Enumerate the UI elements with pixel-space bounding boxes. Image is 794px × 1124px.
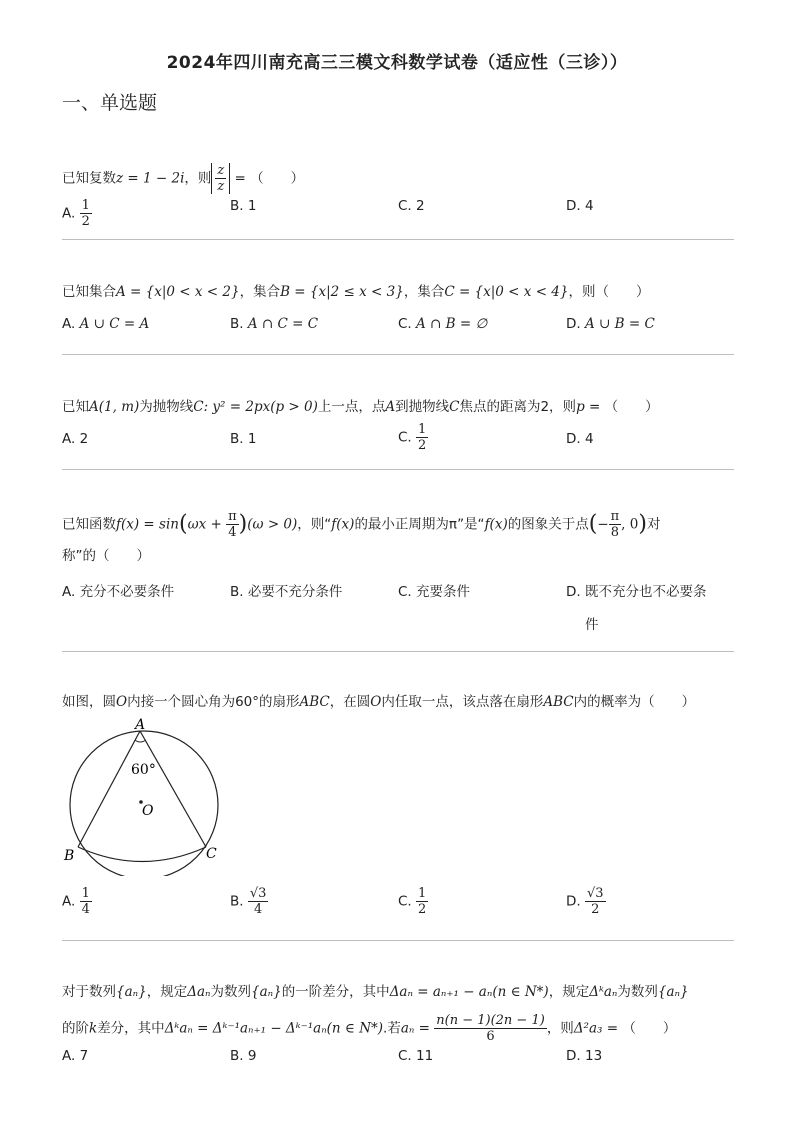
divider <box>62 239 734 240</box>
q1-text: 已知复数 <box>62 170 116 187</box>
question-5: 如图，圆O内接一个圆心角为60°的扇形ABC，在圆O内任取一点，该点落在扇形ABC内的概率为（ ） <box>62 694 696 710</box>
divider <box>62 940 734 941</box>
q6-option-d[interactable]: D. 13 <box>566 1048 603 1064</box>
q1-option-b[interactable]: B. 1 <box>230 198 257 214</box>
q1-abs: $\frac{z}{z}$ <box>211 163 230 194</box>
label-a: A <box>135 717 146 733</box>
q2-option-a[interactable]: A. A ∪ C = A <box>62 316 150 332</box>
question-2: 已知集合A = {x|0 < x < 2}，集合B = {x|2 ≤ x < 3}，集合C = {x|0 < x < 4}，则（ ） <box>62 284 650 300</box>
question-6-line2: 的阶k差分，其中Δᵏaₙ = Δᵏ⁻¹aₙ₊₁ − Δᵏ⁻¹aₙ(n ∈ N*).若aₙ = $\frac{n(n - 1)(2n - 1)}{6}$ ，则Δ²a₃ = （ ） <box>62 1013 677 1044</box>
circle-sector-figure <box>60 714 240 876</box>
q4-option-a[interactable]: A. 充分不必要条件 <box>62 584 175 600</box>
q5-option-c[interactable]: C. $\frac{1}{2}$ <box>398 886 427 917</box>
label-c: C <box>206 846 217 862</box>
label-angle: 60° <box>131 762 156 778</box>
angle-mark <box>135 740 146 742</box>
q1-expr: z = 1 − 2i <box>116 170 185 187</box>
q6-option-a[interactable]: A. 7 <box>62 1048 89 1064</box>
divider <box>62 469 734 470</box>
label-b: B <box>64 848 75 864</box>
q3-option-d[interactable]: D. 4 <box>566 431 594 447</box>
q4-option-c[interactable]: C. 充要条件 <box>398 584 471 600</box>
q2-option-c[interactable]: C. A ∩ B = ∅ <box>398 316 488 332</box>
q4-option-b[interactable]: B. 必要不充分条件 <box>230 584 343 600</box>
q1-option-c[interactable]: C. 2 <box>398 198 425 214</box>
section-heading: 一、单选题 <box>62 92 158 114</box>
question-6: 对于数列{aₙ}，规定Δaₙ为数列{aₙ}的一阶差分，其中Δaₙ = aₙ₊₁ − aₙ(n ∈ N*)，规定Δᵏaₙ为数列{aₙ} <box>62 984 689 1000</box>
q2-option-d[interactable]: D. A ∪ B = C <box>566 316 655 332</box>
q3-option-b[interactable]: B. 1 <box>230 431 257 447</box>
q3-option-a[interactable]: A. 2 <box>62 431 89 447</box>
label-o: O <box>142 803 154 819</box>
q2-option-b[interactable]: B. A ∩ C = C <box>230 316 319 332</box>
arc-bc <box>78 847 206 862</box>
q1-option-a[interactable]: A. $\frac{1}{2}$ <box>62 198 90 229</box>
divider <box>62 651 734 652</box>
segment-ab <box>78 731 140 847</box>
q6-option-c[interactable]: C. 11 <box>398 1048 434 1064</box>
question-3: 已知A(1, m)为抛物线C: y² = 2px(p > 0)上一点，点A到抛物线C焦点的距离为2，则p = （ ） <box>62 399 659 415</box>
question-1: 已知复数z = 1 − 2i，则 $\frac{z}{z}$ = （ ） <box>62 163 305 194</box>
question-4-line2: 称”的（ ） <box>62 548 150 564</box>
divider <box>62 354 734 355</box>
q4-option-d[interactable]: D. 既不充分也不必要条 件 <box>566 584 707 633</box>
q1-option-d[interactable]: D. 4 <box>566 198 594 214</box>
q3-option-c[interactable]: C. $\frac{1}{2}$ <box>398 422 427 453</box>
page-title: 2024年四川南充高三三模文科数学试卷（适应性（三诊）） <box>166 53 628 73</box>
segment-ac <box>140 731 206 847</box>
q6-option-b[interactable]: B. 9 <box>230 1048 257 1064</box>
question-4: 已知函数f(x) = sin(ωx + $\frac{\pi}{4}$ )(ω > 0)，则“f(x)的最小正周期为π”是“f(x)的图象关于点(− $\frac{\pi}{8}$ , 0)对 <box>62 509 661 540</box>
q5-option-d[interactable]: D. $\frac{√3}{2}$ <box>566 886 604 917</box>
q5-option-b[interactable]: B. $\frac{√3}{4}$ <box>230 886 267 917</box>
q5-option-a[interactable]: A. $\frac{1}{4}$ <box>62 886 90 917</box>
